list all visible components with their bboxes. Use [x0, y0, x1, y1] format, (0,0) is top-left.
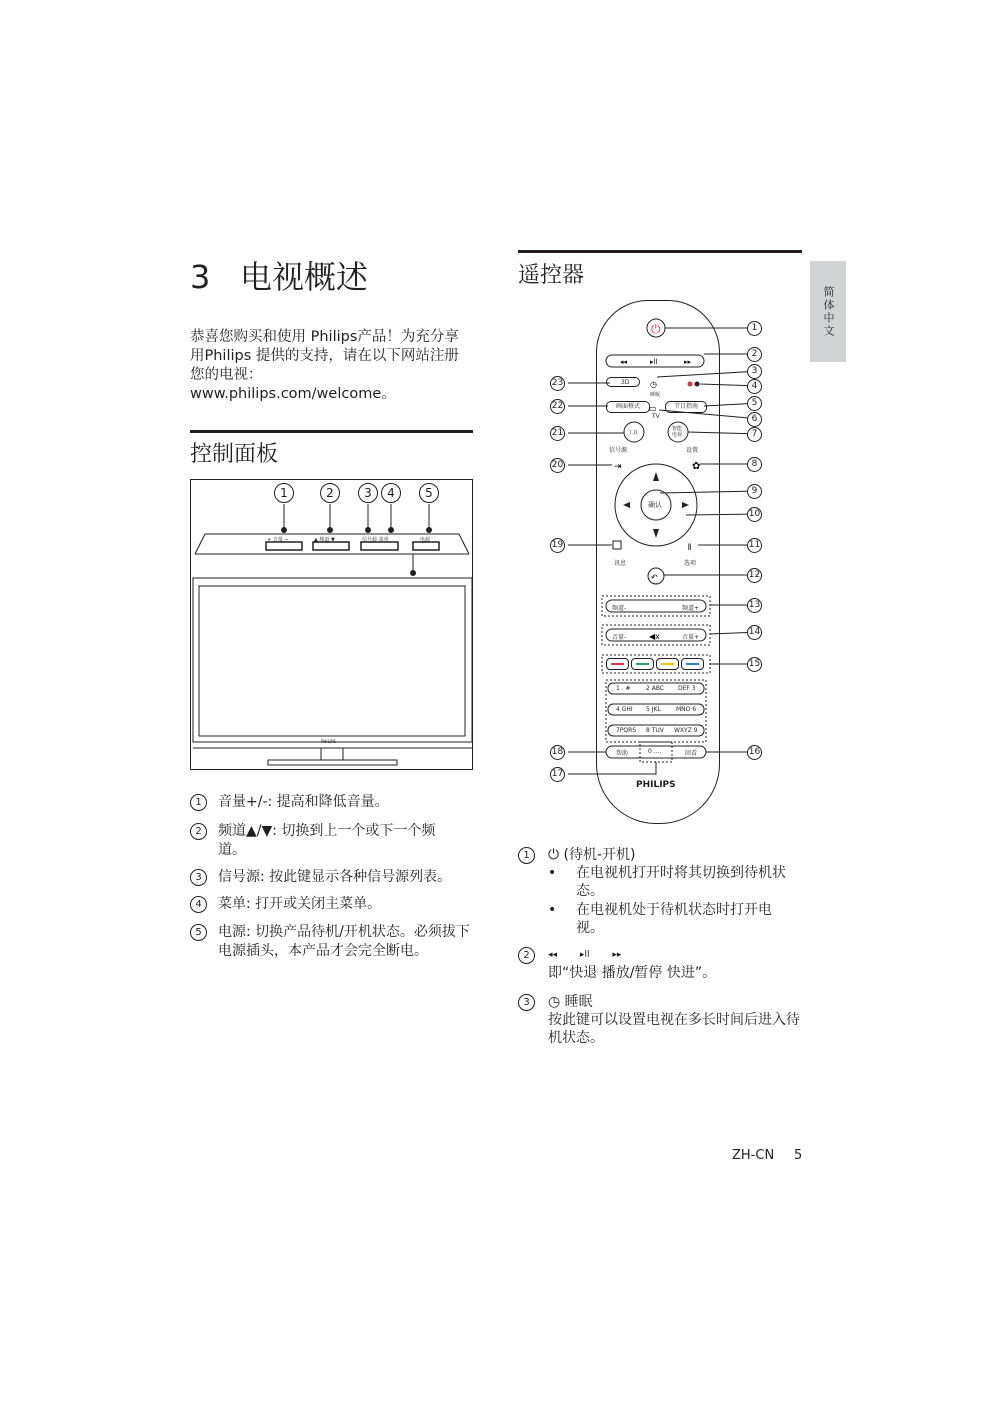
control-panel-heading: 控制面板: [190, 442, 279, 467]
remote-callout: 21: [550, 426, 565, 441]
remote-drawing: [520, 300, 820, 830]
green-key-bar: [636, 663, 649, 665]
remote-item-number: 2: [518, 947, 535, 964]
remote-item-body: 即“快退 播放/暂停 快进”。: [548, 965, 717, 981]
tools-button[interactable]: 工具: [628, 430, 639, 436]
svg-text:↶: ↶: [651, 573, 658, 582]
panel-btn-source-menu: 信号源 菜单: [362, 537, 389, 543]
panel-item-number: 3: [190, 869, 207, 886]
remote-item-number: 3: [518, 994, 535, 1011]
epg-button[interactable]: 节目指南: [665, 401, 707, 413]
panel-item-text: 信号源: 按此键显示各种信号源列表。: [218, 869, 452, 885]
svg-text:𝍪: 𝍪: [688, 543, 692, 553]
svg-text:⏻: ⏻: [651, 322, 661, 336]
svg-text:▸ll: ▸ll: [650, 358, 658, 366]
remote-callout: 11: [747, 538, 762, 553]
remote-item-bullet: 在电视机打开时将其切换到待机状态。: [576, 865, 786, 899]
panel-item-5: [190, 923, 473, 963]
key-0[interactable]: 0 ....: [648, 748, 662, 755]
remote-item-2: [518, 946, 800, 986]
panel-item-number: 5: [190, 924, 207, 941]
panel-item-number: 2: [190, 823, 207, 840]
remote-callout: 6: [747, 412, 762, 427]
svg-text:✿: ✿: [692, 461, 701, 472]
tv-label: TV: [652, 413, 660, 420]
remote-callout: 15: [747, 657, 762, 672]
panel-btn-volume: + 音量 −: [267, 537, 289, 543]
key-8[interactable]: 8 TUV: [646, 727, 664, 734]
remote-callout: 22: [550, 399, 565, 414]
vol-minus-button[interactable]: 音量-: [612, 634, 627, 641]
remote-item-title: ⏻ (待机-开机): [548, 847, 636, 863]
remote-callout: 10: [747, 507, 762, 522]
panel-callout-2: 2: [320, 483, 340, 503]
remote-brand: PHILIPS: [636, 780, 676, 790]
key-4[interactable]: 4 GHI: [616, 706, 633, 713]
remote-item-1: [518, 846, 800, 941]
remote-callout: 19: [550, 538, 565, 553]
tv-panel-figure: [190, 479, 473, 770]
remote-callout: 20: [550, 458, 565, 473]
panel-item-number: 4: [190, 896, 207, 913]
remote-item-bullet: 在电视机处于待机状态时打开电视。: [576, 902, 772, 936]
key-1[interactable]: 1 . #: [616, 685, 631, 692]
key-2[interactable]: 2 ABC: [646, 685, 665, 692]
remote-callout: 1: [747, 321, 762, 336]
remote-callout: 3: [747, 364, 762, 379]
yellow-key-bar: [661, 663, 674, 665]
blue-key[interactable]: [681, 658, 704, 670]
key-6[interactable]: MNO 6: [676, 706, 697, 713]
ok-button[interactable]: 确认: [648, 501, 662, 509]
remote-callout: 17: [550, 767, 565, 782]
section-rule: [518, 250, 802, 253]
back-button[interactable]: 回看: [685, 750, 698, 757]
panel-callout-4: 4: [381, 483, 401, 503]
tv-panel-drawing: [191, 480, 473, 770]
panel-item-text: 电源: 切换产品待机/开机状态。必须拔下电源插头，本产品才会完全断电。: [218, 924, 470, 959]
panel-item-3: [190, 868, 473, 888]
remote-callout: 4: [747, 379, 762, 394]
svg-text:◷: ◷: [650, 380, 657, 389]
remote-item-title: ◂◂ ▸ll ▸▸: [548, 950, 622, 960]
panel-item-1: [190, 793, 473, 813]
remote-heading: 遥控器: [518, 263, 585, 288]
smart-tv-button[interactable]: 智能电视: [672, 426, 683, 438]
remote-callout: 7: [747, 427, 762, 442]
remote-callout: 5: [747, 396, 762, 411]
ch-plus-button[interactable]: 频道+: [682, 605, 700, 612]
vol-plus-button[interactable]: 音量+: [682, 634, 700, 641]
ch-minus-button[interactable]: 频道-: [612, 605, 627, 612]
remote-callout: 9: [747, 484, 762, 499]
panel-btn-power: 电源: [420, 537, 431, 543]
red-key[interactable]: [606, 658, 629, 670]
chapter-title-text: 电视概述: [240, 258, 369, 296]
source-label: 信号源: [609, 447, 628, 454]
key-5[interactable]: 5 JKL: [646, 706, 661, 713]
green-key[interactable]: [631, 658, 654, 670]
remote-callout: 14: [747, 625, 762, 640]
svg-text:▭: ▭: [649, 404, 657, 413]
red-key-bar: [611, 663, 624, 665]
panel-item-4: [190, 895, 473, 915]
options-label: 选项: [684, 560, 697, 567]
remote-callout: 8: [747, 457, 762, 472]
remote-callout: 2: [747, 347, 762, 362]
remote-item-body: 按此键可以设置电视在多长时间后进入待机状态。: [548, 1012, 800, 1046]
remote-item-3: [518, 993, 800, 1053]
help-button[interactable]: 帮助: [616, 750, 629, 757]
language-tab-label: 简体中文: [822, 286, 835, 338]
section-rule: [190, 430, 473, 433]
tv-brand: PHILIPS: [321, 739, 336, 744]
settings-label: 设置: [686, 447, 699, 454]
info-label: 讯息: [614, 560, 627, 567]
remote-callout: 12: [747, 568, 762, 583]
svg-text:◂◂: ◂◂: [620, 358, 628, 366]
footer-language-code: ZH-CN: [732, 1148, 775, 1163]
remote-callout: 13: [747, 598, 762, 613]
svg-text:⇥: ⇥: [614, 462, 622, 472]
panel-callout-3: 3: [358, 483, 378, 503]
sleep-label: 睡眠: [650, 392, 661, 398]
remote-callout: 18: [550, 745, 565, 760]
bullet: •: [548, 902, 557, 918]
panel-btn-channel: ▲ 频道 ▼: [314, 537, 335, 543]
bullet: •: [548, 865, 557, 881]
panel-item-2: [190, 822, 473, 862]
page-number: 5: [794, 1148, 803, 1163]
intro-paragraph: 恭喜您购买和使用 Philips产品！为充分享用Philips 提供的支持，请在以下网站注册您的电视：www.philips.com/welcome。: [190, 329, 459, 402]
svg-text:◀x: ◀x: [649, 632, 660, 641]
chapter-title: [190, 252, 368, 298]
key-3[interactable]: DEF 3: [678, 685, 696, 692]
remote-callout: 16: [747, 745, 762, 760]
panel-callout-5: 5: [419, 483, 439, 503]
picture-format-button[interactable]: 画面格式: [606, 401, 650, 413]
panel-item-number: 1: [190, 794, 207, 811]
key-7[interactable]: 7PQRS: [616, 727, 637, 734]
chapter-number: 3: [190, 258, 211, 296]
panel-item-text: 菜单: 打开或关闭主菜单。: [218, 896, 382, 912]
remote-callout: 23: [550, 376, 565, 391]
panel-callout-1: 1: [274, 483, 294, 503]
remote-figure: [520, 300, 820, 830]
remote-item-number: 1: [518, 847, 535, 864]
yellow-key[interactable]: [656, 658, 679, 670]
blue-key-bar: [686, 663, 699, 665]
panel-item-text: 频道▲/▼: 切换到上一个或下一个频道。: [218, 823, 436, 858]
svg-text:▸▸: ▸▸: [684, 358, 692, 366]
panel-item-text: 音量+/-: 提高和降低音量。: [218, 794, 389, 810]
key-9[interactable]: WXYZ 9: [674, 727, 698, 734]
remote-item-title: ◷ 睡眠: [548, 994, 593, 1010]
3d-button[interactable]: 3D: [606, 377, 640, 387]
